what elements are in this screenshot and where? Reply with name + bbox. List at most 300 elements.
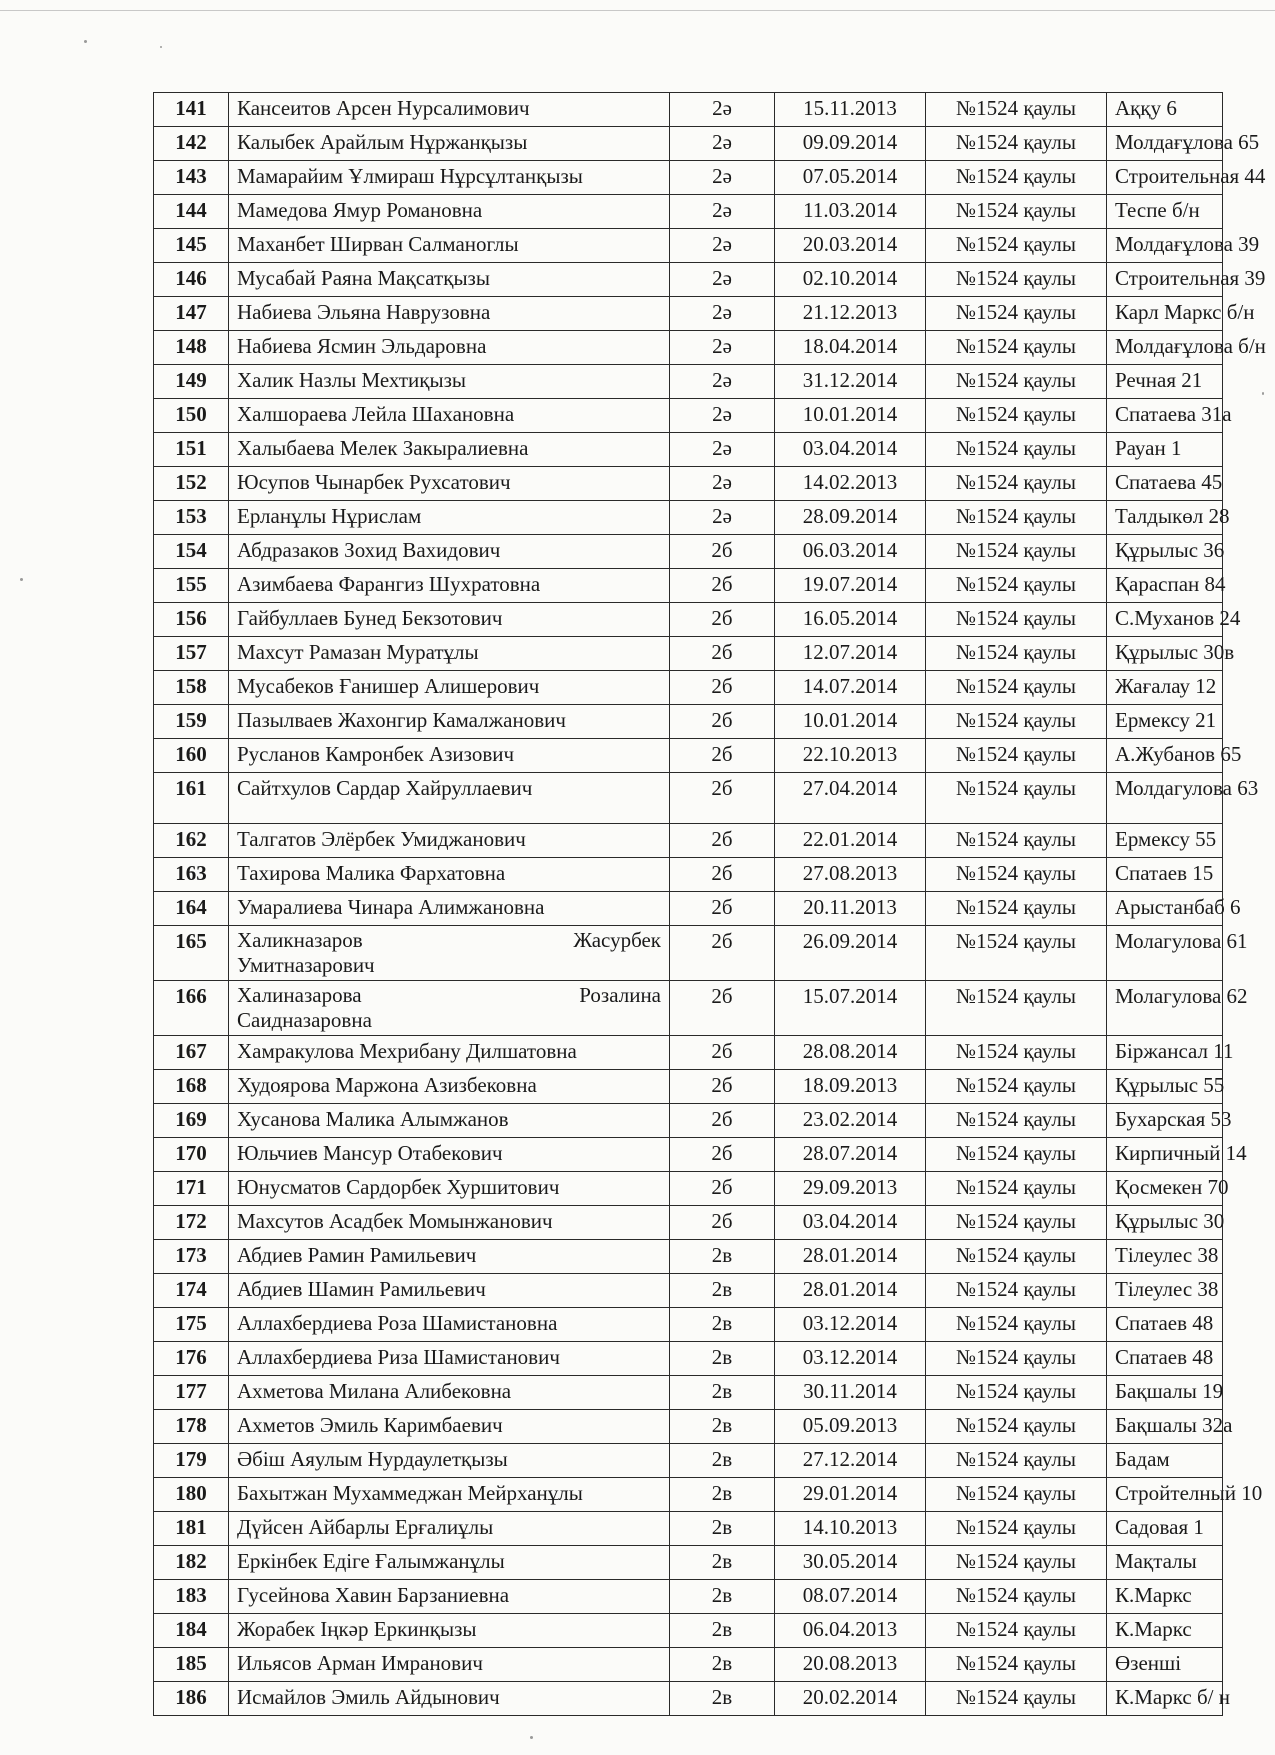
row-number-cell: 146 xyxy=(154,263,229,297)
birth-date-cell: 19.07.2014 xyxy=(775,569,926,603)
row-number-cell: 184 xyxy=(154,1614,229,1648)
table-row xyxy=(154,603,1223,637)
order-cell: №1524 қаулы xyxy=(926,892,1107,926)
row-number-cell: 161 xyxy=(154,773,229,824)
table-row xyxy=(154,981,1223,1036)
class-cell: 2в xyxy=(670,1342,775,1376)
table-row xyxy=(154,467,1223,501)
class-cell: 2ә xyxy=(670,161,775,195)
student-name-cell: Азимбаева Фарангиз Шухратовна xyxy=(229,569,670,603)
row-number-cell: 143 xyxy=(154,161,229,195)
class-cell: 2б xyxy=(670,1172,775,1206)
row-number-cell: 163 xyxy=(154,858,229,892)
table-row xyxy=(154,1172,1223,1206)
class-cell: 2б xyxy=(670,1104,775,1138)
order-cell: №1524 қаулы xyxy=(926,1512,1107,1546)
table-row xyxy=(154,93,1223,127)
student-name-cell: Мамедова Ямур Романовна xyxy=(229,195,670,229)
row-number-cell: 178 xyxy=(154,1410,229,1444)
row-number-cell: 166 xyxy=(154,981,229,1036)
birth-date-cell: 29.09.2013 xyxy=(775,1172,926,1206)
birth-date-cell: 22.01.2014 xyxy=(775,824,926,858)
address-cell: Өзеншi xyxy=(1107,1648,1223,1682)
birth-date-cell: 12.07.2014 xyxy=(775,637,926,671)
class-cell: 2б xyxy=(670,1036,775,1070)
table-row xyxy=(154,1376,1223,1410)
student-patronymic: Саидназаровна xyxy=(237,1008,372,1032)
class-cell: 2в xyxy=(670,1376,775,1410)
table-row xyxy=(154,365,1223,399)
row-number-cell: 174 xyxy=(154,1274,229,1308)
row-number-cell: 142 xyxy=(154,127,229,161)
birth-date-cell: 31.12.2014 xyxy=(775,365,926,399)
row-number-cell: 164 xyxy=(154,892,229,926)
class-cell: 2б xyxy=(670,569,775,603)
address-cell: Спатаев 15 xyxy=(1107,858,1223,892)
row-number-cell: 145 xyxy=(154,229,229,263)
class-cell: 2ә xyxy=(670,467,775,501)
birth-date-cell: 27.12.2014 xyxy=(775,1444,926,1478)
birth-date-cell: 03.04.2014 xyxy=(775,1206,926,1240)
student-name-cell: Абдразаков Зохид Вахидович xyxy=(229,535,670,569)
row-number-cell: 167 xyxy=(154,1036,229,1070)
class-cell: 2в xyxy=(670,1410,775,1444)
birth-date-cell: 09.09.2014 xyxy=(775,127,926,161)
row-number-cell: 153 xyxy=(154,501,229,535)
address-cell: Қосмекен 70 xyxy=(1107,1172,1223,1206)
table-row xyxy=(154,1478,1223,1512)
table-row xyxy=(154,637,1223,671)
address-cell: Молдағұлова б/н xyxy=(1107,331,1223,365)
order-cell: №1524 қаулы xyxy=(926,1036,1107,1070)
row-number-cell: 160 xyxy=(154,739,229,773)
order-cell: №1524 қаулы xyxy=(926,1342,1107,1376)
table-row xyxy=(154,297,1223,331)
row-number-cell: 183 xyxy=(154,1580,229,1614)
table-row xyxy=(154,1070,1223,1104)
address-cell: Жағалау 12 xyxy=(1107,671,1223,705)
birth-date-cell: 06.04.2013 xyxy=(775,1614,926,1648)
row-number-cell: 177 xyxy=(154,1376,229,1410)
table-row xyxy=(154,1682,1223,1716)
class-cell: 2в xyxy=(670,1512,775,1546)
address-cell: Садовая 1 xyxy=(1107,1512,1223,1546)
order-cell: №1524 қаулы xyxy=(926,1206,1107,1240)
table-row xyxy=(154,195,1223,229)
order-cell: №1524 қаулы xyxy=(926,399,1107,433)
address-cell: Құрылыс 30 xyxy=(1107,1206,1223,1240)
class-cell: 2б xyxy=(670,981,775,1036)
order-cell: №1524 қаулы xyxy=(926,93,1107,127)
address-cell: Қараспан 84 xyxy=(1107,569,1223,603)
birth-date-cell: 27.08.2013 xyxy=(775,858,926,892)
table-row xyxy=(154,1512,1223,1546)
address-cell: Құрылыс 55 xyxy=(1107,1070,1223,1104)
address-cell: К.Маркс б/ н xyxy=(1107,1682,1223,1716)
order-cell: №1524 қаулы xyxy=(926,1070,1107,1104)
order-cell: №1524 қаулы xyxy=(926,1308,1107,1342)
student-patronymic: Умитназарович xyxy=(237,953,375,977)
order-cell: №1524 қаулы xyxy=(926,331,1107,365)
order-cell: №1524 қаулы xyxy=(926,195,1107,229)
birth-date-cell: 28.07.2014 xyxy=(775,1138,926,1172)
order-cell: №1524 қаулы xyxy=(926,467,1107,501)
table-row xyxy=(154,671,1223,705)
class-cell: 2ә xyxy=(670,263,775,297)
table-row xyxy=(154,926,1223,981)
address-cell: Строительная 39 xyxy=(1107,263,1223,297)
order-cell: №1524 қаулы xyxy=(926,858,1107,892)
birth-date-cell: 10.01.2014 xyxy=(775,399,926,433)
student-name-cell: Ерланұлы Нұрислам xyxy=(229,501,670,535)
address-cell: Құрылыс 36 xyxy=(1107,535,1223,569)
table-row xyxy=(154,1648,1223,1682)
row-number-cell: 171 xyxy=(154,1172,229,1206)
student-name-cell: Ахметова Милана Алибековна xyxy=(229,1376,670,1410)
class-cell: 2б xyxy=(670,858,775,892)
student-name-cell: Махсутов Асадбек Момынжанович xyxy=(229,1206,670,1240)
address-cell: Карл Маркс б/н xyxy=(1107,297,1223,331)
row-number-cell: 149 xyxy=(154,365,229,399)
address-cell: Ермексу 55 xyxy=(1107,824,1223,858)
table-row xyxy=(154,1614,1223,1648)
order-cell: №1524 қаулы xyxy=(926,1138,1107,1172)
class-cell: 2в xyxy=(670,1648,775,1682)
student-surname: Халиназарова xyxy=(237,983,362,1007)
table-row xyxy=(154,161,1223,195)
class-cell: 2ә xyxy=(670,93,775,127)
student-given-name: Розалина xyxy=(579,983,661,1007)
class-cell: 2б xyxy=(670,705,775,739)
student-name-cell: Юсупов Чынарбек Рухсатович xyxy=(229,467,670,501)
student-name-cell: Набиева Эльяна Наврузовна xyxy=(229,297,670,331)
row-number-cell: 150 xyxy=(154,399,229,433)
class-cell: 2б xyxy=(670,535,775,569)
student-name-cell: Набиева Ясмин Эльдаровна xyxy=(229,331,670,365)
row-number-cell: 155 xyxy=(154,569,229,603)
table-row xyxy=(154,773,1223,824)
address-cell: Бухарская 53 xyxy=(1107,1104,1223,1138)
order-cell: №1524 қаулы xyxy=(926,535,1107,569)
birth-date-cell: 26.09.2014 xyxy=(775,926,926,981)
table-row xyxy=(154,127,1223,161)
scan-speck xyxy=(1262,392,1264,395)
address-cell: Стройтелный 10 xyxy=(1107,1478,1223,1512)
scan-speck xyxy=(84,40,87,43)
birth-date-cell: 18.09.2013 xyxy=(775,1070,926,1104)
birth-date-cell: 10.01.2014 xyxy=(775,705,926,739)
order-cell: №1524 қаулы xyxy=(926,263,1107,297)
class-cell: 2в xyxy=(670,1478,775,1512)
order-cell: №1524 қаулы xyxy=(926,1648,1107,1682)
table-row xyxy=(154,433,1223,467)
address-cell: Бақшалы 32а xyxy=(1107,1410,1223,1444)
table-row xyxy=(154,1546,1223,1580)
class-cell: 2в xyxy=(670,1240,775,1274)
order-cell: №1524 қаулы xyxy=(926,671,1107,705)
scan-speck xyxy=(20,578,23,581)
address-cell: Спатаев 48 xyxy=(1107,1308,1223,1342)
row-number-cell: 169 xyxy=(154,1104,229,1138)
birth-date-cell: 22.10.2013 xyxy=(775,739,926,773)
order-cell: №1524 қаулы xyxy=(926,1478,1107,1512)
table-row xyxy=(154,892,1223,926)
class-cell: 2в xyxy=(670,1308,775,1342)
class-cell: 2б xyxy=(670,892,775,926)
student-name-cell: Халик Назлы Мехтиқызы xyxy=(229,365,670,399)
row-number-cell: 144 xyxy=(154,195,229,229)
order-cell: №1524 қаулы xyxy=(926,1580,1107,1614)
student-name-cell: Мусабеков Ғанишер Алишерович xyxy=(229,671,670,705)
order-cell: №1524 қаулы xyxy=(926,501,1107,535)
class-cell: 2ә xyxy=(670,399,775,433)
address-cell: Кирпичный 14 xyxy=(1107,1138,1223,1172)
birth-date-cell: 03.12.2014 xyxy=(775,1342,926,1376)
student-name-cell: Хусанова Малика Алымжанов xyxy=(229,1104,670,1138)
birth-date-cell: 27.04.2014 xyxy=(775,773,926,824)
scan-speck xyxy=(530,1736,533,1739)
order-cell: №1524 қаулы xyxy=(926,297,1107,331)
birth-date-cell: 07.05.2014 xyxy=(775,161,926,195)
student-name-cell: Аллахбердиева Риза Шамистанович xyxy=(229,1342,670,1376)
birth-date-cell: 03.12.2014 xyxy=(775,1308,926,1342)
order-cell: №1524 қаулы xyxy=(926,1104,1107,1138)
table-row xyxy=(154,858,1223,892)
address-cell: Тілеулес 38 xyxy=(1107,1240,1223,1274)
table-row xyxy=(154,1104,1223,1138)
birth-date-cell: 20.03.2014 xyxy=(775,229,926,263)
row-number-cell: 141 xyxy=(154,93,229,127)
class-cell: 2б xyxy=(670,926,775,981)
address-cell: Біржансал 11 xyxy=(1107,1036,1223,1070)
student-name-cell: Халыбаева Мелек Закыралиевна xyxy=(229,433,670,467)
row-number-cell: 159 xyxy=(154,705,229,739)
row-number-cell: 173 xyxy=(154,1240,229,1274)
birth-date-cell: 18.04.2014 xyxy=(775,331,926,365)
table-row xyxy=(154,1580,1223,1614)
birth-date-cell: 30.05.2014 xyxy=(775,1546,926,1580)
birth-date-cell: 03.04.2014 xyxy=(775,433,926,467)
birth-date-cell: 14.02.2013 xyxy=(775,467,926,501)
student-name-cell: Әбіш Аяулым Нурдаулетқызы xyxy=(229,1444,670,1478)
student-name-cell: Исмайлов Эмиль Айдынович xyxy=(229,1682,670,1716)
birth-date-cell: 14.10.2013 xyxy=(775,1512,926,1546)
table-row xyxy=(154,535,1223,569)
address-cell: Ермексу 21 xyxy=(1107,705,1223,739)
order-cell: №1524 қаулы xyxy=(926,773,1107,824)
order-cell: №1524 қаулы xyxy=(926,637,1107,671)
address-cell: Бадам xyxy=(1107,1444,1223,1478)
address-cell: А.Жубанов 65 xyxy=(1107,739,1223,773)
address-cell: Тілеулес 38 xyxy=(1107,1274,1223,1308)
table-row xyxy=(154,501,1223,535)
birth-date-cell: 16.05.2014 xyxy=(775,603,926,637)
birth-date-cell: 23.02.2014 xyxy=(775,1104,926,1138)
student-name-cell: Дүйсен Айбарлы Ерғалиұлы xyxy=(229,1512,670,1546)
table-row xyxy=(154,739,1223,773)
order-cell: №1524 қаулы xyxy=(926,981,1107,1036)
student-name-cell: Кансеитов Арсен Нурсалимович xyxy=(229,93,670,127)
student-name-cell: Умаралиева Чинара Алимжановна xyxy=(229,892,670,926)
birth-date-cell: 20.02.2014 xyxy=(775,1682,926,1716)
address-cell: Молдагулова 63 xyxy=(1107,773,1223,824)
table-row xyxy=(154,1342,1223,1376)
table-row xyxy=(154,1308,1223,1342)
address-cell: К.Маркс xyxy=(1107,1580,1223,1614)
address-cell: Теспе б/н xyxy=(1107,195,1223,229)
student-name-cell: Тахирова Малика Фархатовна xyxy=(229,858,670,892)
student-name-cell: Ахметов Эмиль Каримбаевич xyxy=(229,1410,670,1444)
order-cell: №1524 қаулы xyxy=(926,1172,1107,1206)
birth-date-cell: 20.11.2013 xyxy=(775,892,926,926)
row-number-cell: 158 xyxy=(154,671,229,705)
birth-date-cell: 21.12.2013 xyxy=(775,297,926,331)
order-cell: №1524 қаулы xyxy=(926,1410,1107,1444)
birth-date-cell: 28.08.2014 xyxy=(775,1036,926,1070)
order-cell: №1524 қаулы xyxy=(926,1546,1107,1580)
scan-speck xyxy=(160,46,162,48)
birth-date-cell: 14.07.2014 xyxy=(775,671,926,705)
birth-date-cell: 15.07.2014 xyxy=(775,981,926,1036)
order-cell: №1524 қаулы xyxy=(926,433,1107,467)
class-cell: 2ә xyxy=(670,433,775,467)
birth-date-cell: 08.07.2014 xyxy=(775,1580,926,1614)
class-cell: 2б xyxy=(670,1138,775,1172)
row-number-cell: 157 xyxy=(154,637,229,671)
student-name-cell: Худоярова Маржона Азизбековна xyxy=(229,1070,670,1104)
table-row xyxy=(154,229,1223,263)
student-name-cell: Мусабай Раяна Мақсатқызы xyxy=(229,263,670,297)
row-number-cell: 179 xyxy=(154,1444,229,1478)
table-row xyxy=(154,824,1223,858)
class-cell: 2б xyxy=(670,773,775,824)
class-cell: 2ә xyxy=(670,297,775,331)
birth-date-cell: 28.09.2014 xyxy=(775,501,926,535)
row-number-cell: 185 xyxy=(154,1648,229,1682)
student-name-cell: Жорабек Іңкәр Еркинқызы xyxy=(229,1614,670,1648)
student-name-cell: Гусейнова Хавин Барзаниевна xyxy=(229,1580,670,1614)
row-number-cell: 176 xyxy=(154,1342,229,1376)
order-cell: №1524 қаулы xyxy=(926,1240,1107,1274)
class-cell: 2ә xyxy=(670,331,775,365)
order-cell: №1524 қаулы xyxy=(926,1614,1107,1648)
row-number-cell: 180 xyxy=(154,1478,229,1512)
row-number-cell: 170 xyxy=(154,1138,229,1172)
order-cell: №1524 қаулы xyxy=(926,705,1107,739)
student-name-cell: Халшораева Лейла Шахановна xyxy=(229,399,670,433)
row-number-cell: 186 xyxy=(154,1682,229,1716)
roster-body xyxy=(154,93,1266,1716)
class-cell: 2б xyxy=(670,824,775,858)
student-name-cell: Махсут Рамазан Муратұлы xyxy=(229,637,670,671)
class-cell: 2в xyxy=(670,1444,775,1478)
class-cell: 2ә xyxy=(670,501,775,535)
address-cell: Спатаева 45 xyxy=(1107,467,1223,501)
address-cell: С.Муханов 24 xyxy=(1107,603,1223,637)
table-row xyxy=(154,331,1223,365)
address-cell: Молдағұлова 39 xyxy=(1107,229,1223,263)
row-number-cell: 156 xyxy=(154,603,229,637)
class-cell: 2б xyxy=(670,1070,775,1104)
row-number-cell: 182 xyxy=(154,1546,229,1580)
class-cell: 2б xyxy=(670,1206,775,1240)
order-cell: №1524 қаулы xyxy=(926,1444,1107,1478)
birth-date-cell: 15.11.2013 xyxy=(775,93,926,127)
student-name-cell: Хамракулова Мехрибану Дилшатовна xyxy=(229,1036,670,1070)
address-cell: Спатаев 48 xyxy=(1107,1342,1223,1376)
address-cell: Речная 21 xyxy=(1107,365,1223,399)
class-cell: 2б xyxy=(670,671,775,705)
address-cell: Мақталы xyxy=(1107,1546,1223,1580)
student-name-cell xyxy=(229,926,670,981)
row-number-cell: 175 xyxy=(154,1308,229,1342)
student-name-cell: Мамарайим Ұлмираш Нұрсұлтанқызы xyxy=(229,161,670,195)
birth-date-cell: 30.11.2014 xyxy=(775,1376,926,1410)
class-cell: 2в xyxy=(670,1580,775,1614)
student-name-cell: Бахытжан Мухаммеджан Мейрханұлы xyxy=(229,1478,670,1512)
order-cell: №1524 қаулы xyxy=(926,1376,1107,1410)
class-cell: 2в xyxy=(670,1546,775,1580)
table-row xyxy=(154,1138,1223,1172)
address-cell: Строительная 44 xyxy=(1107,161,1223,195)
order-cell: №1524 қаулы xyxy=(926,824,1107,858)
table-row xyxy=(154,263,1223,297)
student-surname: Халикназаров xyxy=(237,928,363,952)
birth-date-cell: 06.03.2014 xyxy=(775,535,926,569)
table-row xyxy=(154,705,1223,739)
order-cell: №1524 қаулы xyxy=(926,603,1107,637)
row-number-cell: 162 xyxy=(154,824,229,858)
table-row xyxy=(154,399,1223,433)
address-cell: К.Маркс xyxy=(1107,1614,1223,1648)
class-cell: 2б xyxy=(670,603,775,637)
student-name-cell: Юнусматов Сардорбек Хуршитович xyxy=(229,1172,670,1206)
table-row xyxy=(154,1444,1223,1478)
address-cell: Аққу 6 xyxy=(1107,93,1223,127)
student-name-cell: Русланов Камронбек Азизович xyxy=(229,739,670,773)
order-cell: №1524 қаулы xyxy=(926,569,1107,603)
student-name-cell: Абдиев Шамин Рамильевич xyxy=(229,1274,670,1308)
student-name-cell: Ильясов Арман Имранович xyxy=(229,1648,670,1682)
address-cell: Арыстанбаб 6 xyxy=(1107,892,1223,926)
row-number-cell: 148 xyxy=(154,331,229,365)
address-cell: Молагулова 61 xyxy=(1107,926,1223,981)
table-row xyxy=(154,1274,1223,1308)
address-cell: Спатаева 31а xyxy=(1107,399,1223,433)
class-cell: 2б xyxy=(670,637,775,671)
class-cell: 2ә xyxy=(670,365,775,399)
class-cell: 2в xyxy=(670,1614,775,1648)
row-number-cell: 151 xyxy=(154,433,229,467)
order-cell: №1524 қаулы xyxy=(926,926,1107,981)
address-cell: Рауан 1 xyxy=(1107,433,1223,467)
address-cell: Молагулова 62 xyxy=(1107,981,1223,1036)
address-cell: Құрылыс 30в xyxy=(1107,637,1223,671)
birth-date-cell: 29.01.2014 xyxy=(775,1478,926,1512)
class-cell: 2ә xyxy=(670,195,775,229)
student-name-cell: Гайбуллаев Бунед Бекзотович xyxy=(229,603,670,637)
order-cell: №1524 қаулы xyxy=(926,229,1107,263)
class-cell: 2в xyxy=(670,1682,775,1716)
class-cell: 2ә xyxy=(670,229,775,263)
row-number-cell: 154 xyxy=(154,535,229,569)
student-name-cell: Еркінбек Едіге Ғалымжанұлы xyxy=(229,1546,670,1580)
order-cell: №1524 қаулы xyxy=(926,1274,1107,1308)
student-name-cell: Маханбет Ширван Салманоглы xyxy=(229,229,670,263)
birth-date-cell: 20.08.2013 xyxy=(775,1648,926,1682)
student-name-cell: Аллахбердиева Роза Шамистановна xyxy=(229,1308,670,1342)
birth-date-cell: 28.01.2014 xyxy=(775,1274,926,1308)
